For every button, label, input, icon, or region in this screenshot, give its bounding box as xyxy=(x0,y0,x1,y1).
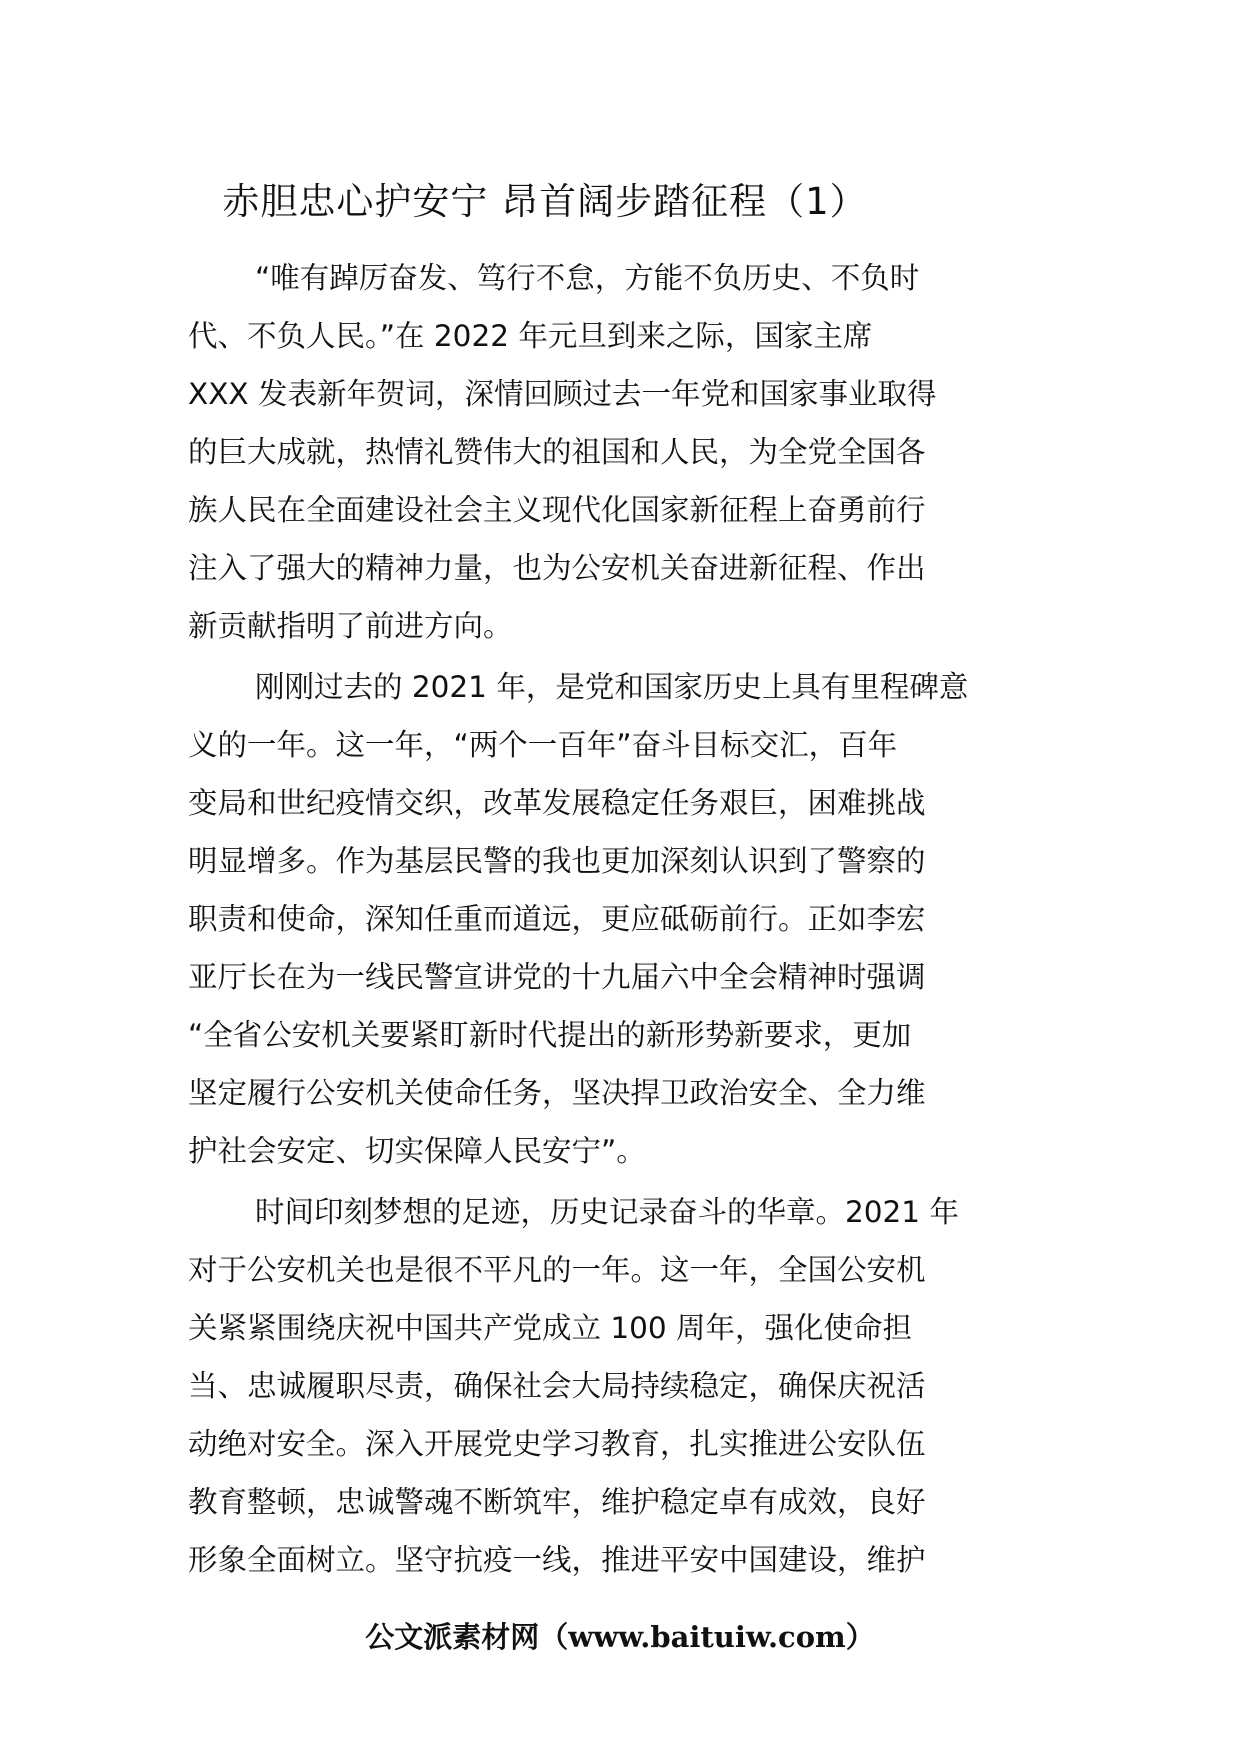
document-body xyxy=(188,249,1068,1589)
text-line: 族人民在全面建设社会主义现代化国家新征程上奋勇前行 xyxy=(188,493,926,527)
text-line: 时间印刻梦想的足迹，历史记录奋斗的华章。2021 年 xyxy=(255,1195,959,1229)
text-line: 关紧紧围绕庆祝中国共产党成立 100 周年，强化使命担 xyxy=(188,1311,913,1345)
text-line: 代、不负人民。”在 2022 年元旦到来之际，国家主席 xyxy=(188,319,873,353)
paragraph-2 xyxy=(188,658,1068,1180)
text-line: 刚刚过去的 2021 年，是党和国家历史上具有里程碑意 xyxy=(255,670,969,704)
text-line: 教育整顿，忠诚警魂不断筑牢，维护稳定卓有成效，良好 xyxy=(188,1485,926,1519)
text-line: 的巨大成就，热情礼赞伟大的祖国和人民，为全党全国各 xyxy=(188,435,926,469)
text-line: 形象全面树立。坚守抗疫一线，推进平安中国建设，维护 xyxy=(188,1543,926,1577)
text-line: 职责和使命，深知任重而道远，更应砥砺前行。正如李宏 xyxy=(188,902,926,936)
text-line: “唯有踔厉奋发、笃行不怠，方能不负历史、不负时 xyxy=(255,261,920,295)
text-line: XXX 发表新年贺词，深情回顾过去一年党和国家事业取得 xyxy=(188,377,937,411)
paragraph-3 xyxy=(188,1183,1068,1589)
source-footer: 公文派素材网（www.baituiw.com） xyxy=(365,1620,875,1654)
text-line: “全省公安机关要紧盯新时代提出的新形势新要求，更加 xyxy=(188,1018,912,1052)
text-line: 变局和世纪疫情交织，改革发展稳定任务艰巨，困难挑战 xyxy=(188,786,926,820)
text-line: 注入了强大的精神力量，也为公安机关奋进新征程、作出 xyxy=(188,551,926,585)
text-line: 护社会安定、切实保障人民安宁”。 xyxy=(188,1134,646,1168)
text-line: 明显增多。作为基层民警的我也更加深刻认识到了警察的 xyxy=(188,844,926,878)
text-line: 新贡献指明了前进方向。 xyxy=(188,609,513,643)
text-line: 对于公安机关也是很不平凡的一年。这一年，全国公安机 xyxy=(188,1253,926,1287)
text-line: 亚厅长在为一线民警宣讲党的十九届六中全会精神时强调 xyxy=(188,960,926,994)
text-line: 坚定履行公安机关使命任务，坚决捍卫政治安全、全力维 xyxy=(188,1076,926,1110)
paragraph-1 xyxy=(188,249,1068,655)
document-title: 赤胆忠心护安宁 昂首阔步踏征程（1） xyxy=(222,180,868,223)
text-line: 当、忠诚履职尽责，确保社会大局持续稳定，确保庆祝活 xyxy=(188,1369,926,1403)
text-line: 义的一年。这一年，“两个一百年”奋斗目标交汇，百年 xyxy=(188,728,898,762)
text-line: 动绝对安全。深入开展党史学习教育，扎实推进公安队伍 xyxy=(188,1427,926,1461)
